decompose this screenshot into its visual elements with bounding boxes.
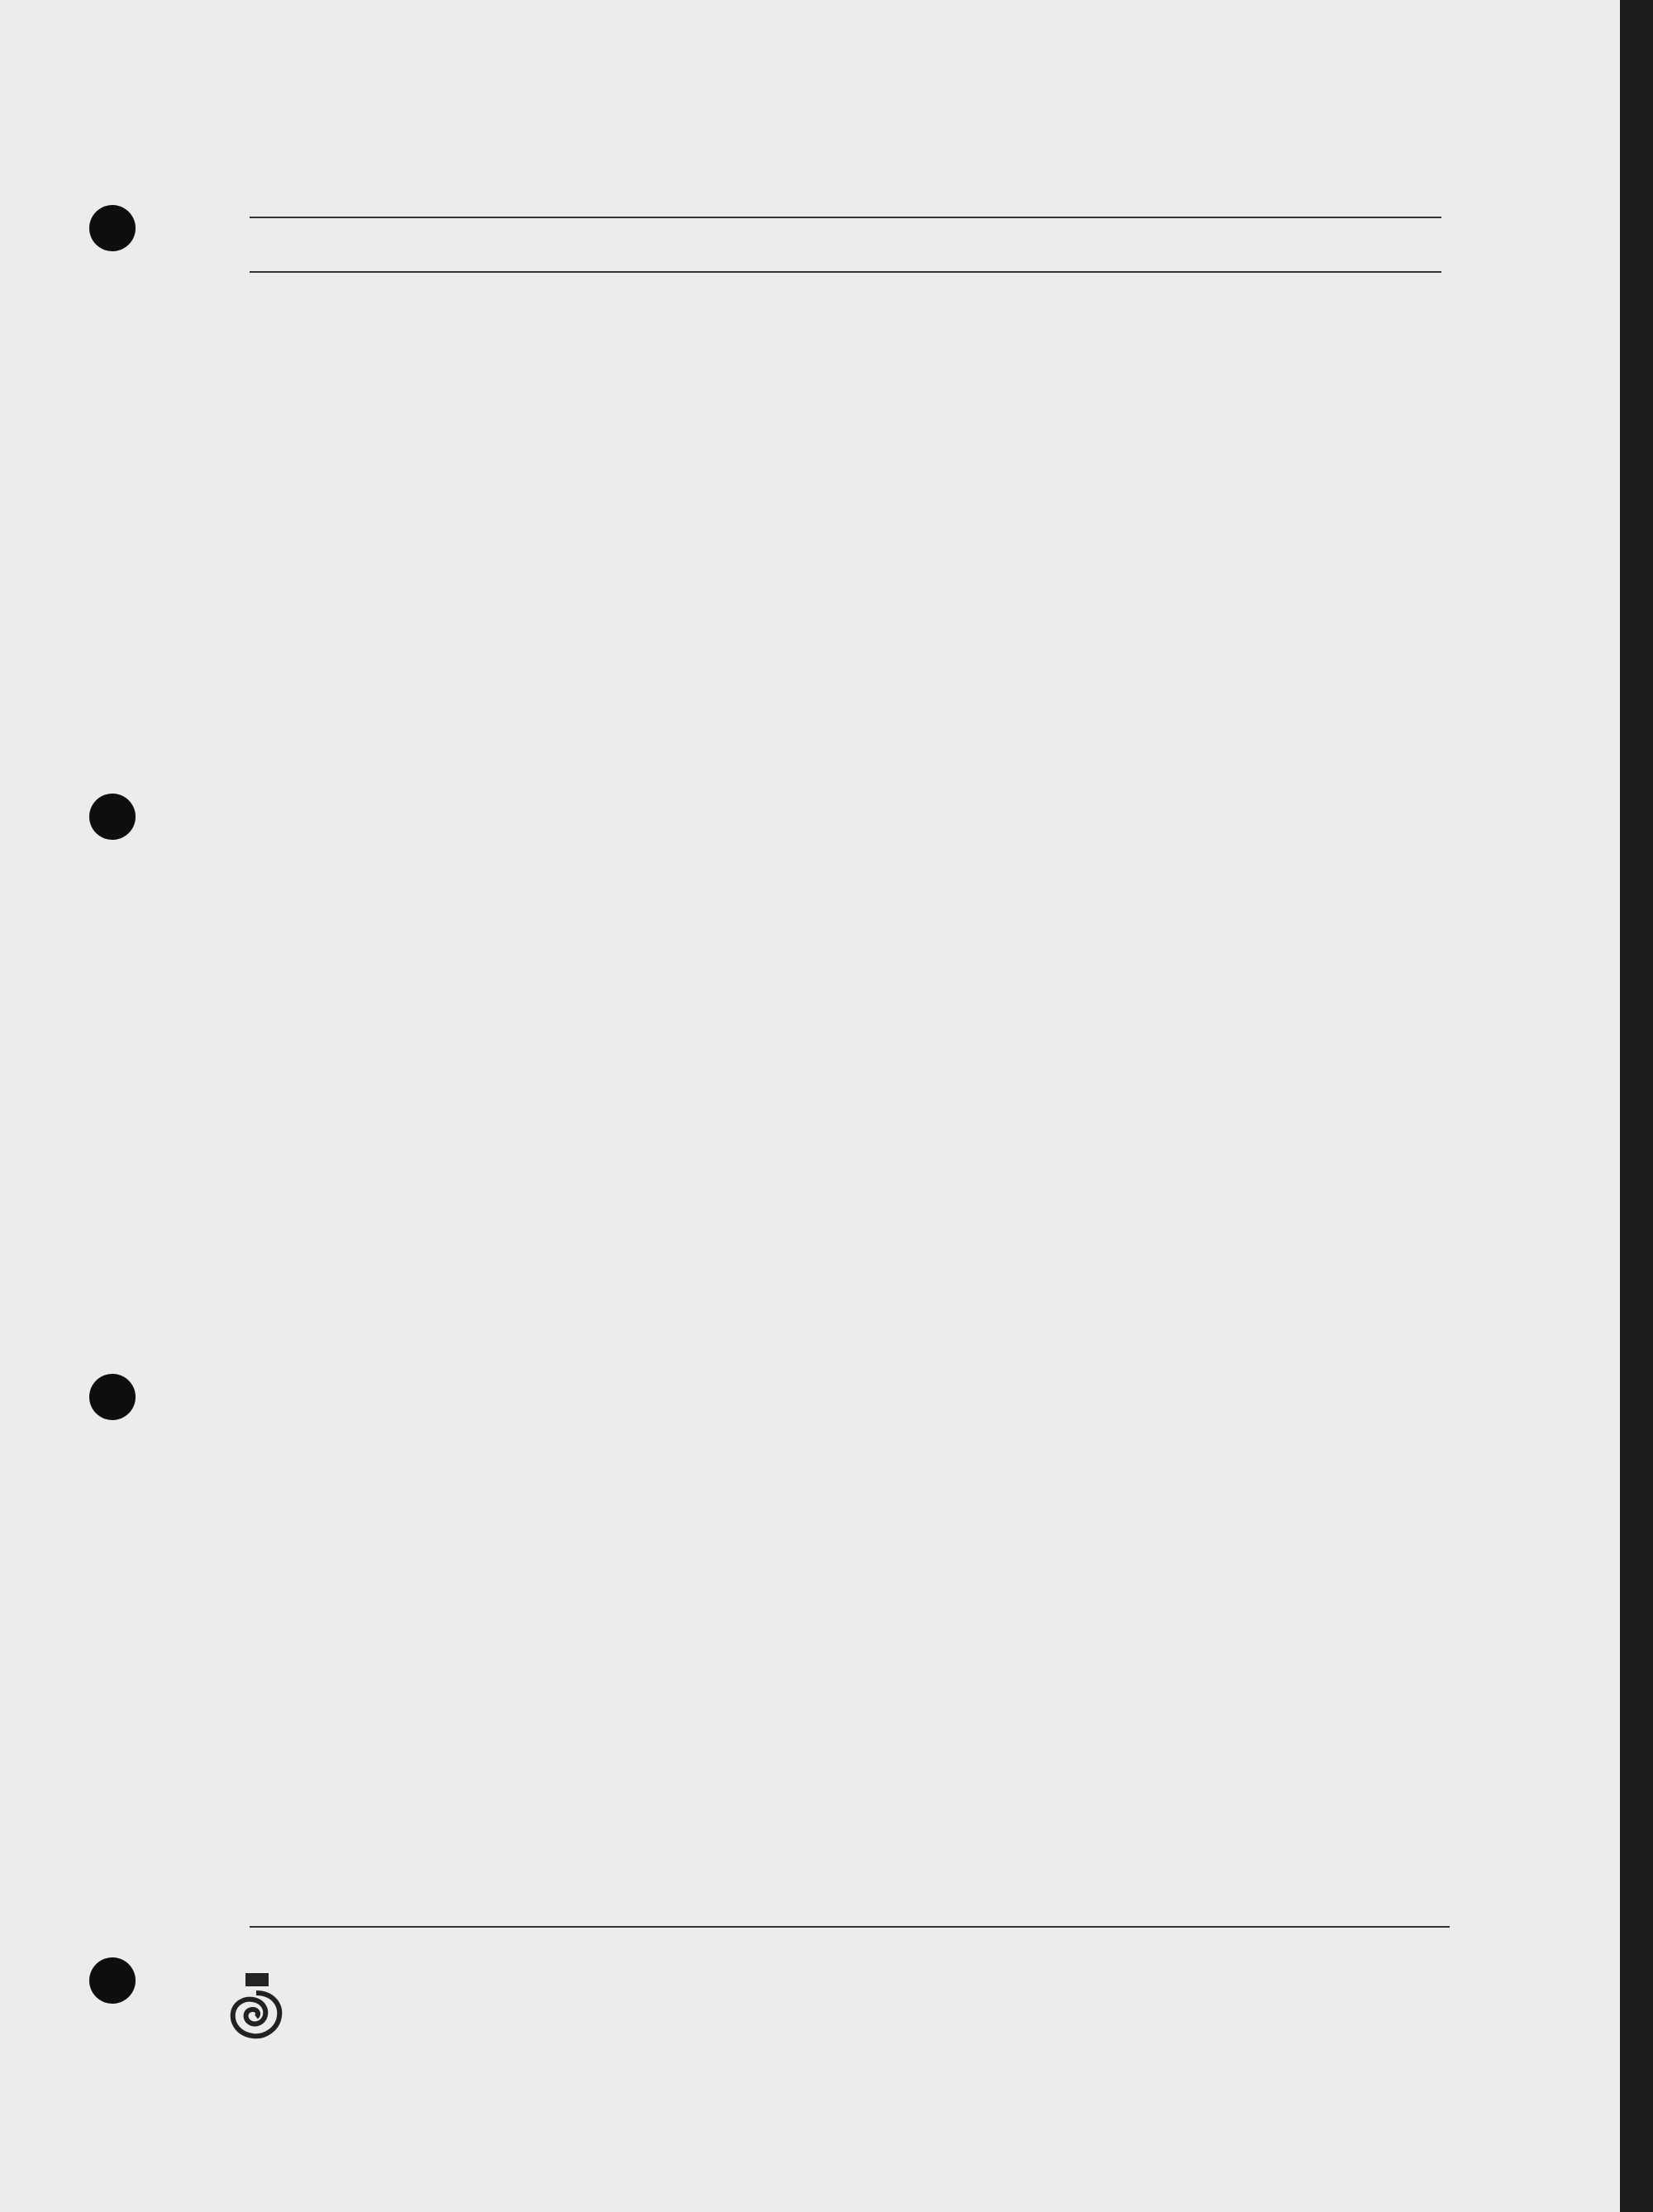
header-rule [250, 217, 1441, 218]
punch-hole [89, 1957, 136, 2004]
punch-hole [89, 205, 136, 251]
punch-hole [89, 1374, 136, 1420]
header-rule [250, 271, 1441, 273]
punch-hole [89, 794, 136, 840]
table-bottom-rule [250, 1926, 1450, 1928]
cwd-logo [223, 1971, 289, 2046]
